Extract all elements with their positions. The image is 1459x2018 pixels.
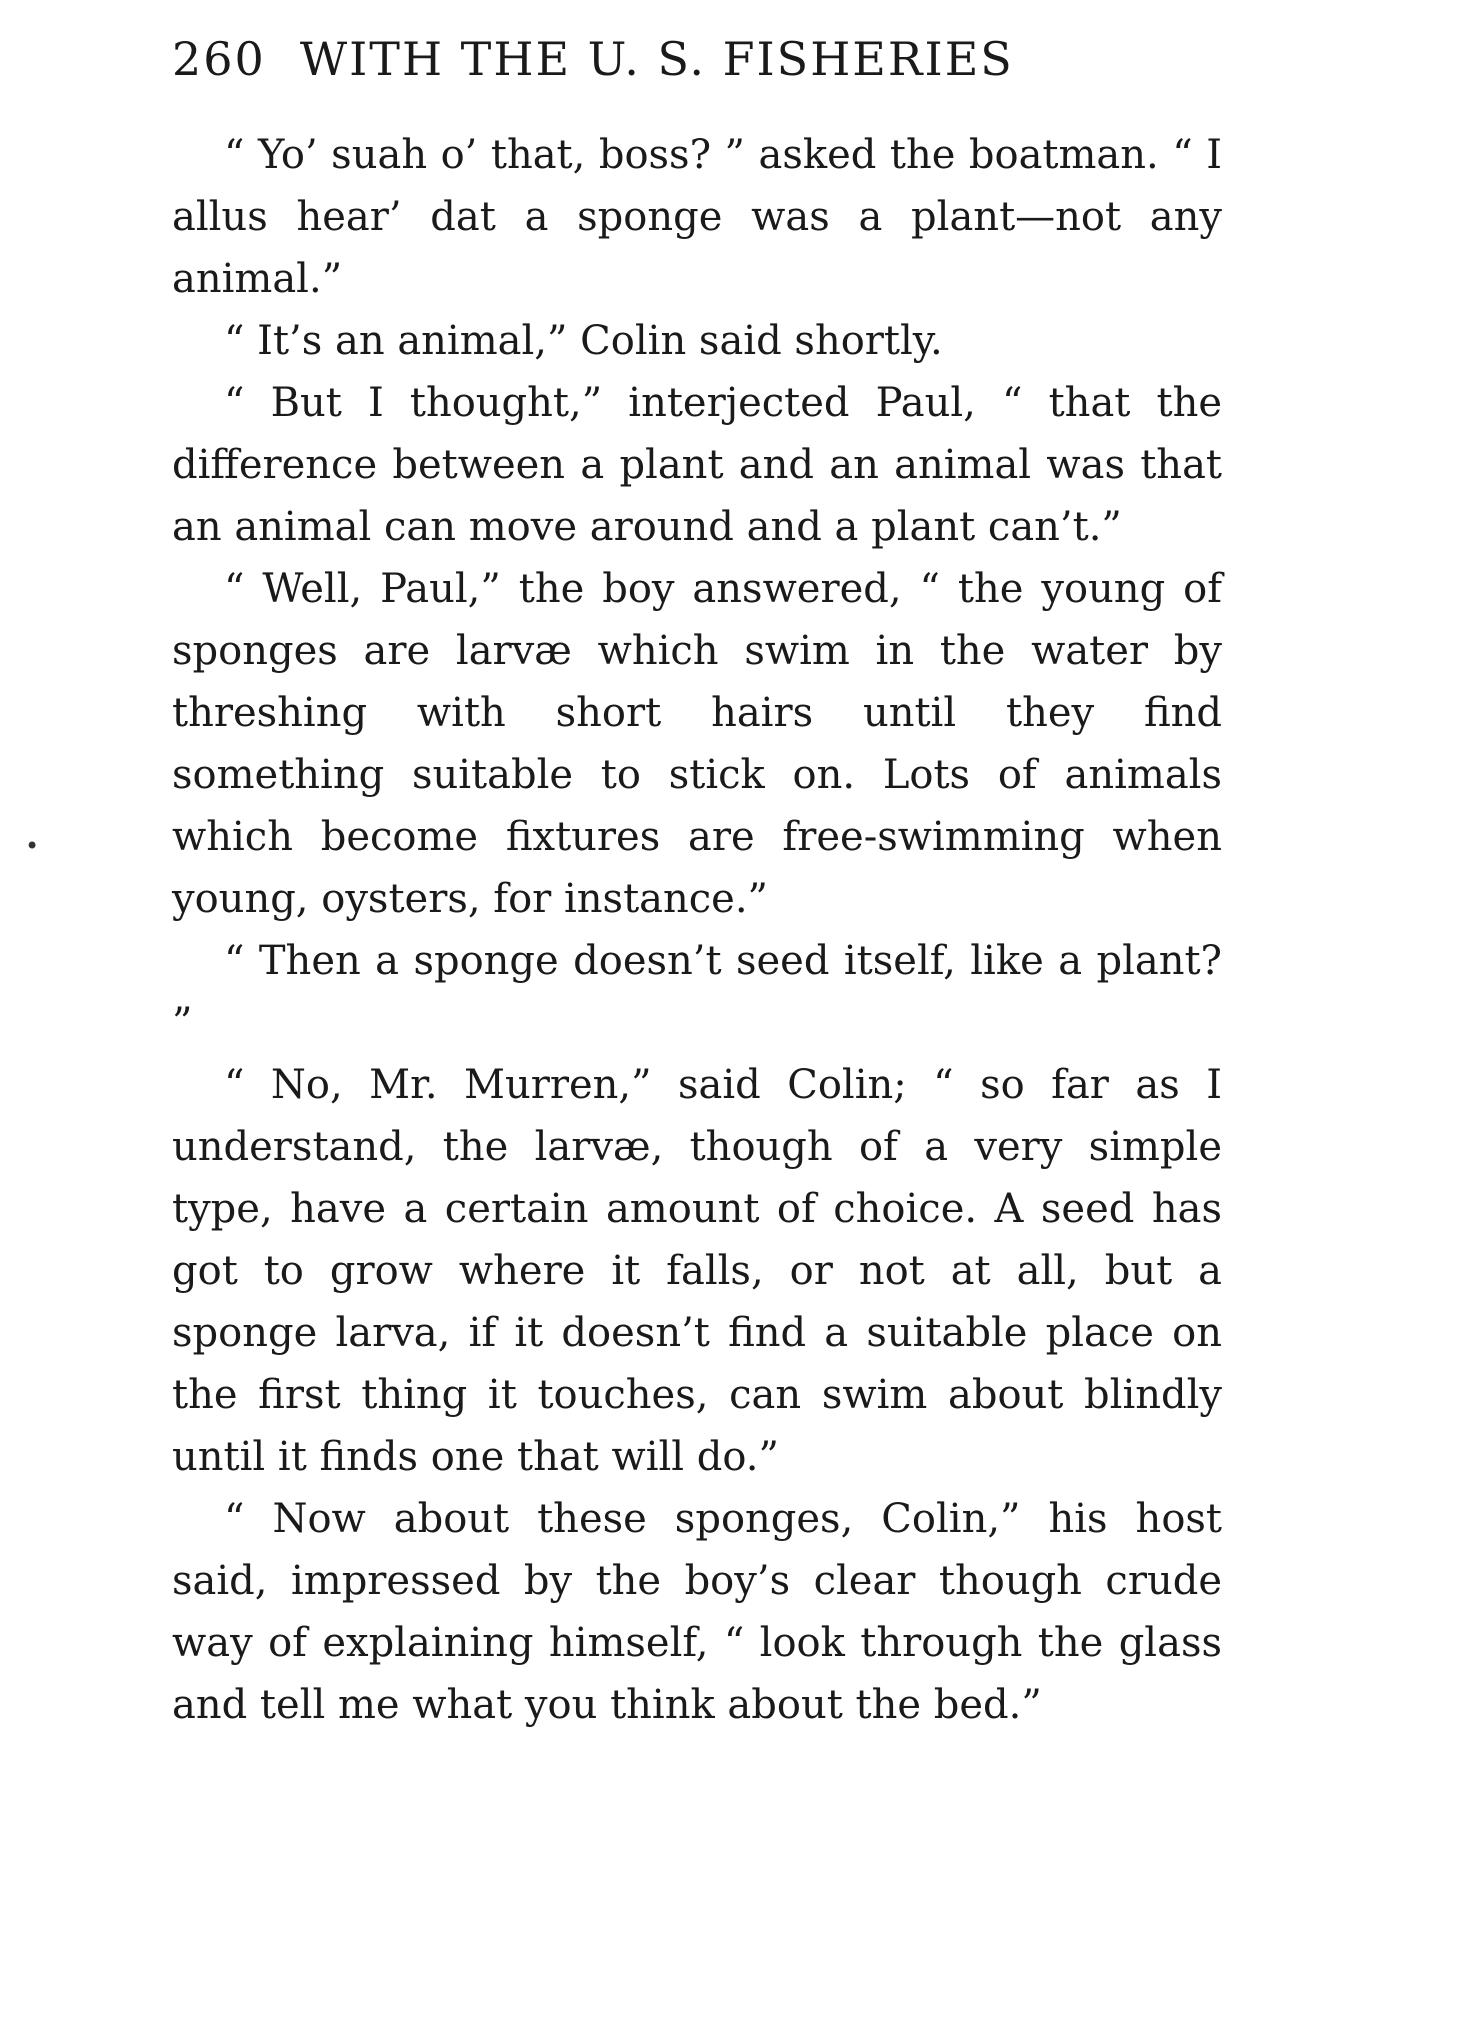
running-title: WITH THE U. S. FISHERIES xyxy=(299,32,1014,86)
running-header xyxy=(172,32,1232,102)
paragraph: “ No, Mr. Murren,” said Colin; “ so far as I understand, the larvæ, though of a very simple type, have a certain amount of choice. A seed has got to grow where it falls, or not at all, but a sponge larva, if it doesn’t find a suitable place on the first thing it touches, can swim about blindly until it finds one that will do.” xyxy=(172,1062,1222,1480)
paragraph: “ Now about these sponges, Colin,” his host said, impressed by the boy’s clear though crude way of explaining himself, “ look through the glass and tell me what you think about the bed.” xyxy=(172,1496,1222,1728)
margin-mark: • xyxy=(25,832,40,860)
paragraph: “ But I thought,” interjected Paul, “ that the difference between a plant and an animal was that an animal can move around and a plant can’t.” xyxy=(172,380,1222,550)
paragraph: “ It’s an animal,” Colin said shortly. xyxy=(224,318,943,364)
page-body xyxy=(172,124,1222,1736)
paragraph: “ Well, Paul,” the boy answered, “ the young of sponges are larvæ which swim in the water by threshing with short hairs until they find something suitable to stick on. Lots of animals which become fixtures are free-swimming when young, oysters, for instance.” xyxy=(172,566,1222,922)
paragraph: “ Yo’ suah o’ that, boss? ” asked the boatman. “ I allus hear’ dat a sponge was a plant—not any animal.” xyxy=(172,132,1222,302)
paragraph: “ Then a sponge doesn’t seed itself, like a plant? ” xyxy=(172,938,1222,1046)
page-number: 260 xyxy=(172,32,266,86)
